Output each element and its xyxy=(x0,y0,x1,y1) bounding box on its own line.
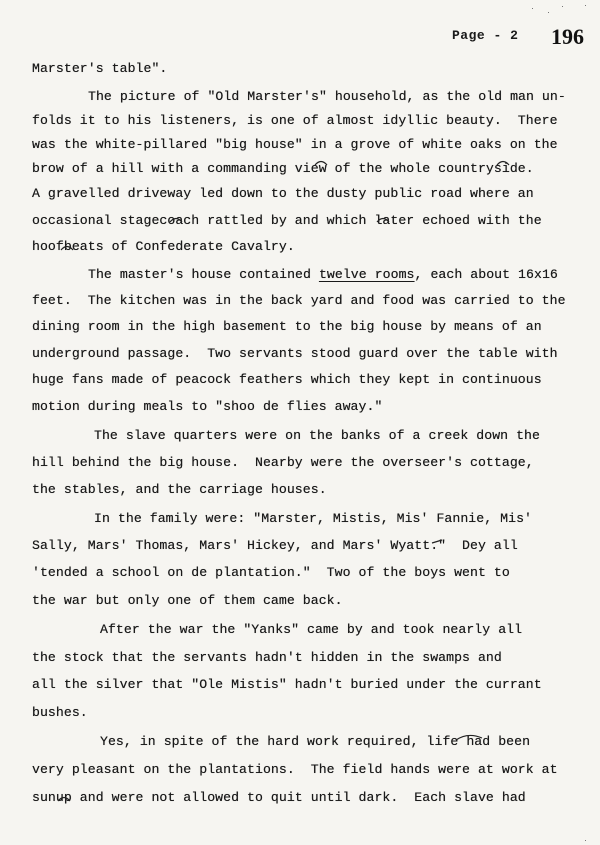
text-line: the stock that the servants hadn't hidden in the swamps and xyxy=(32,650,502,665)
text-line: Yes, in spite of the hard work required, life had been xyxy=(100,734,531,749)
text-line: bushes. xyxy=(32,705,88,720)
text-line: feet. The kitchen was in the back yard and food was carried to the xyxy=(32,293,566,308)
text-line: After the war the "Yanks" came by and took nearly all xyxy=(100,622,523,637)
text-segment: , each about 16x16 xyxy=(414,267,558,282)
text-line: The slave quarters were on the banks of a creek down the xyxy=(94,428,540,443)
text-line: Marster's table". xyxy=(32,61,168,76)
text-line: sunup and were not allowed to quit until dark. Each slave had xyxy=(32,790,526,805)
paper-speck xyxy=(548,12,549,13)
page-label: Page - 2 xyxy=(452,28,519,43)
text-line: brow of a hill with a commanding view of the whole countryside. xyxy=(32,161,534,176)
text-line: Sally, Mars' Thomas, Mars' Hickey, and Mars' Wyatt." Dey all xyxy=(32,538,518,553)
paper-speck xyxy=(562,6,563,7)
text-line: the war but only one of them came back. xyxy=(32,593,343,608)
text-line: 'tended a school on de plantation." Two of the boys went to xyxy=(32,565,510,580)
text-line: all the silver that "Ole Mistis" hadn't buried under the currant xyxy=(32,677,542,692)
paper-speck xyxy=(585,840,586,841)
text-line: In the family were: "Marster, Mistis, Mis' Fannie, Mis' xyxy=(94,511,533,526)
text-line: the stables, and the carriage houses. xyxy=(32,482,327,497)
text-line: hill behind the big house. Nearby were the overseer's cottage, xyxy=(32,455,534,470)
text-line: occasional stagecoach rattled by and which later echoed with the xyxy=(32,213,542,228)
text-segment: The master's house contained xyxy=(88,267,319,282)
page-number-stamp: 196 xyxy=(551,24,584,49)
text-line: A gravelled driveway led down to the dusty public road where an xyxy=(32,186,534,201)
text-line: dining room in the high basement to the big house by means of an xyxy=(32,319,542,334)
text-line: The picture of "Old Marster's" household, as the old man un- xyxy=(88,89,566,104)
text-line: huge fans made of peacock feathers which they kept in continuous xyxy=(32,372,542,387)
paper-speck xyxy=(585,5,586,6)
paper-speck xyxy=(532,8,533,9)
text-line: folds it to his listeners, is one of almost idyllic beauty. There xyxy=(32,113,558,128)
text-line: very pleasant on the plantations. The field hands were at work at xyxy=(32,762,558,777)
text-line: hoofbeats of Confederate Cavalry. xyxy=(32,239,295,254)
text-line: underground passage. Two servants stood guard over the table with xyxy=(32,346,558,361)
text-line-with-underline xyxy=(88,267,558,283)
text-line: was the white-pillared "big house" in a grove of white oaks on the xyxy=(32,137,558,152)
underlined-phrase: twelve rooms xyxy=(318,267,415,282)
text-line: motion during meals to "shoo de flies away." xyxy=(32,399,383,414)
